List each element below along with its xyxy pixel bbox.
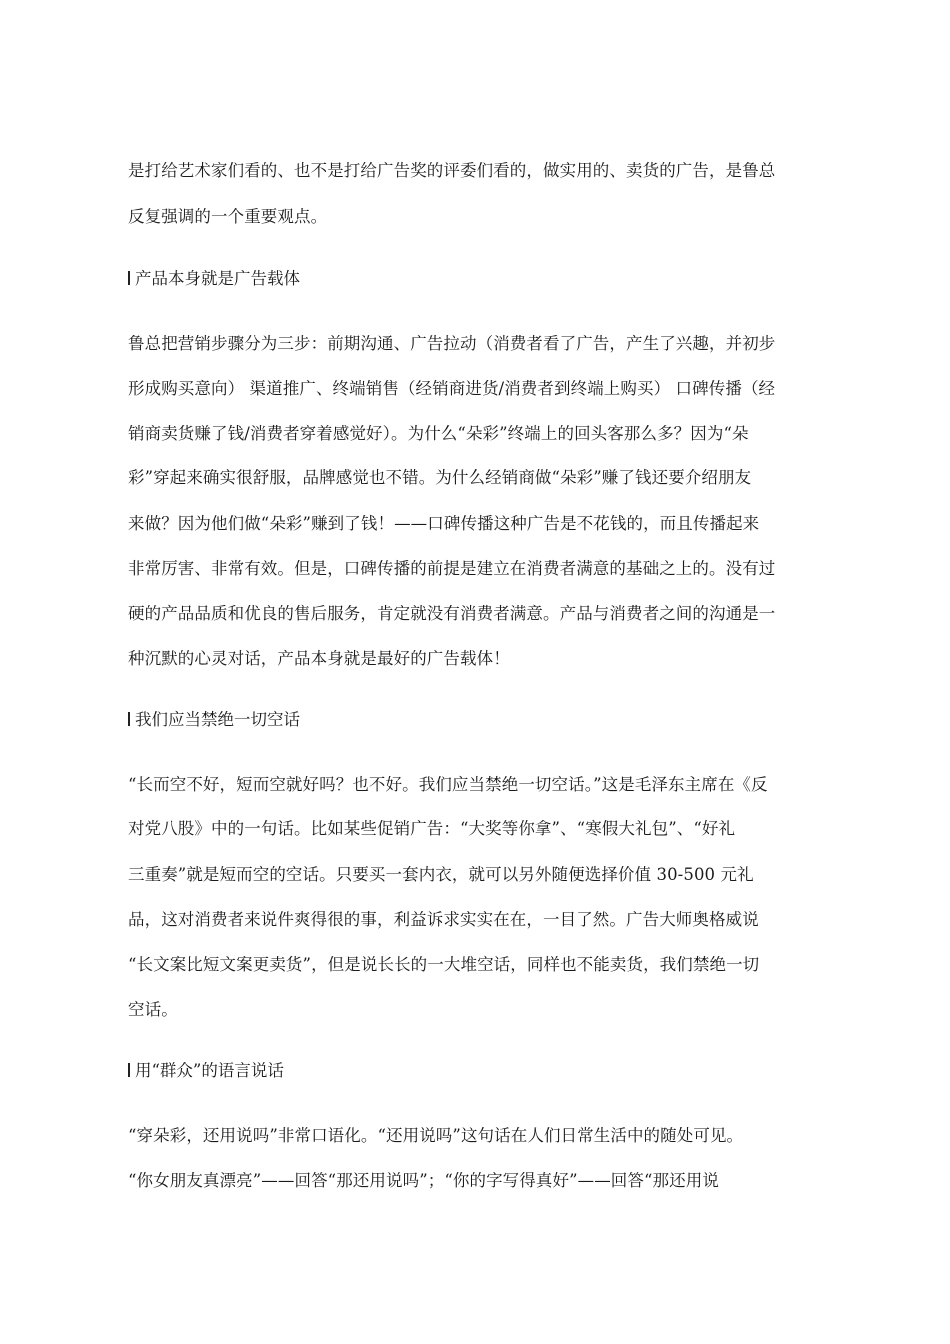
paragraph-line: 硬的产品品质和优良的售后服务，肯定就没有消费者满意。产品与消费者之间的沟通是一 bbox=[128, 604, 776, 623]
paragraph-line: “长文案比短文案更卖货”，但是说长长的一大堆空话，同样也不能卖货，我们禁绝一切 bbox=[128, 955, 760, 974]
heading-text: 我们应当禁绝一切空话 bbox=[135, 710, 300, 729]
paragraph-line: 三重奏”就是短而空的空话。只要买一套内衣，就可以另外随便选择价值 30-500 元礼 bbox=[128, 865, 754, 884]
heading-bullet-icon bbox=[128, 712, 130, 726]
paragraph-line: 彩”穿起来确实很舒服，品牌感觉也不错。为什么经销商做“朵彩”赚了钱还要介绍朋友 bbox=[128, 468, 752, 487]
paragraph-line: 反复强调的一个重要观点。 bbox=[128, 207, 328, 226]
section-heading bbox=[128, 1060, 284, 1082]
heading-bullet-icon bbox=[128, 271, 130, 285]
paragraph-line: “穿朵彩，还用说吗”非常口语化。“还用说吗”这句话在人们日常生活中的随处可见。 bbox=[128, 1126, 744, 1145]
paragraph-line: 对党八股》中的一句话。比如某些促销广告：“大奖等你拿”、“寒假大礼包”、“好礼 bbox=[128, 819, 736, 838]
paragraph-line: 非常厉害、非常有效。但是，口碑传播的前提是建立在消费者满意的基础之上的。没有过 bbox=[128, 559, 776, 578]
paragraph-line: “你女朋友真漂亮”——回答“那还用说吗”；“你的字写得真好”——回答“那还用说 bbox=[128, 1171, 719, 1190]
section-heading bbox=[128, 268, 300, 290]
paragraph-line: 鲁总把营销步骤分为三步：前期沟通、广告拉动（消费者看了广告，产生了兴趣，并初步 bbox=[128, 334, 776, 353]
paragraph-line: 空话。 bbox=[128, 1000, 178, 1019]
heading-text: 用“群众”的语言说话 bbox=[135, 1061, 284, 1080]
paragraph-line: 品，这对消费者来说件爽得很的事，利益诉求实实在在，一目了然。广告大师奥格威说 bbox=[128, 910, 759, 929]
paragraph-line: 来做？因为他们做“朵彩”赚到了钱！——口碑传播这种广告是不花钱的，而且传播起来 bbox=[128, 514, 760, 533]
paragraph-line: 形成购买意向） 渠道推广、终端销售（经销商进货/消费者到终端上购买） 口碑传播（经 bbox=[128, 379, 776, 398]
paragraph-line: 种沉默的心灵对话，产品本身就是最好的广告载体！ bbox=[128, 649, 510, 668]
paragraph-line: “长而空不好，短而空就好吗？也不好。我们应当禁绝一切空话。”这是毛泽东主席在《反 bbox=[128, 775, 768, 794]
heading-text: 产品本身就是广告载体 bbox=[135, 269, 300, 288]
heading-bullet-icon bbox=[128, 1063, 130, 1077]
section-heading bbox=[128, 709, 300, 731]
paragraph-line: 销商卖货赚了钱/消费者穿着感觉好）。为什么“朵彩”终端上的回头客那么多？因为“朵 bbox=[128, 424, 749, 443]
paragraph-line: 是打给艺术家们看的、也不是打给广告奖的评委们看的，做实用的、卖货的广告，是鲁总 bbox=[128, 161, 776, 180]
